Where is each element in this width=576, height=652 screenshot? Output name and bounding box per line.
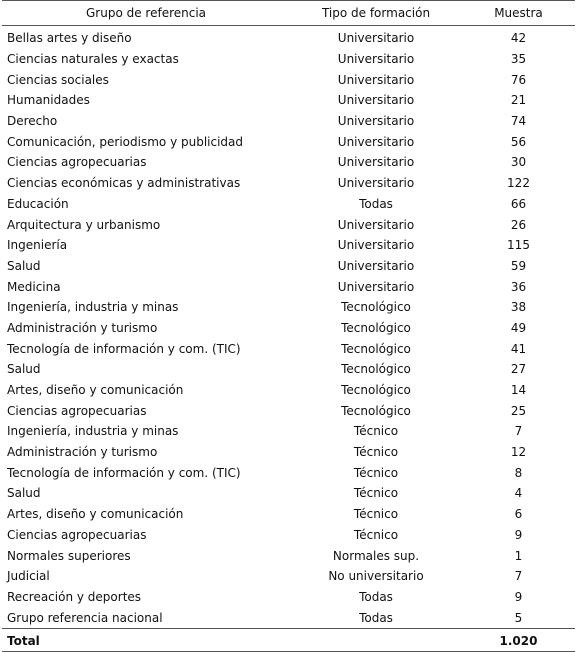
row-type: Todas xyxy=(359,610,393,625)
row-type: Técnico xyxy=(353,424,399,439)
table-row xyxy=(2,69,575,90)
table-row xyxy=(2,338,575,359)
row-type: Universitario xyxy=(337,217,415,232)
row-sample: 38 xyxy=(510,300,527,315)
row-group: Salud xyxy=(7,362,41,377)
row-sample: 21 xyxy=(510,93,527,108)
row-group: Educación xyxy=(7,196,69,211)
row-type: Universitario xyxy=(337,114,415,129)
table-row xyxy=(2,400,575,421)
row-group: Salud xyxy=(7,486,41,501)
table-header xyxy=(2,1,575,26)
row-sample: 59 xyxy=(510,258,527,273)
header-type: Tipo de formación xyxy=(290,1,462,26)
row-sample: 42 xyxy=(510,31,527,46)
row-type: Tecnológico xyxy=(341,300,411,315)
table-row xyxy=(2,194,575,215)
table-row xyxy=(2,607,575,628)
reference-groups-table xyxy=(2,0,575,652)
table-row xyxy=(2,545,575,566)
row-sample: 8 xyxy=(514,465,523,480)
table-row xyxy=(2,111,575,132)
row-type: Técnico xyxy=(353,445,399,460)
row-type: Universitario xyxy=(337,258,415,273)
header-sample: Muestra xyxy=(462,1,575,26)
row-sample: 1 xyxy=(514,548,523,563)
row-type: Tecnológico xyxy=(341,320,411,335)
row-sample: 122 xyxy=(507,176,530,191)
row-group: Bellas artes y diseño xyxy=(7,31,132,46)
row-group: Tecnología de información y com. (TIC) xyxy=(7,341,241,356)
row-group: Artes, diseño y comunicación xyxy=(7,383,184,398)
row-group: Recreación y deportes xyxy=(7,589,142,604)
row-type: No universitario xyxy=(328,569,424,584)
row-type: Universitario xyxy=(337,155,415,170)
table-row xyxy=(2,90,575,111)
row-sample: 12 xyxy=(510,445,527,460)
row-type: Técnico xyxy=(353,486,399,501)
table-row xyxy=(2,49,575,70)
table-row xyxy=(2,256,575,277)
row-group: Medicina xyxy=(7,279,61,294)
table-row xyxy=(2,359,575,380)
table-row xyxy=(2,462,575,483)
table-body xyxy=(2,26,575,629)
table-row xyxy=(2,504,575,525)
header-row xyxy=(2,1,575,26)
table-row xyxy=(2,276,575,297)
row-sample: 14 xyxy=(510,383,527,398)
row-sample: 7 xyxy=(514,424,523,439)
row-group: Derecho xyxy=(7,114,58,129)
table-row xyxy=(2,235,575,256)
row-type: Universitario xyxy=(337,238,415,253)
row-group: Judicial xyxy=(7,569,50,584)
row-type: Tecnológico xyxy=(341,362,411,377)
table-row xyxy=(2,483,575,504)
row-group: Ciencias sociales xyxy=(7,72,109,87)
row-group: Humanidades xyxy=(7,93,90,108)
row-group: Administración y turismo xyxy=(7,320,158,335)
row-group: Ingeniería, industria y minas xyxy=(7,424,179,439)
row-group: Administración y turismo xyxy=(7,445,158,460)
row-group: Ciencias naturales y exactas xyxy=(7,52,179,67)
row-group: Ingeniería, industria y minas xyxy=(7,300,179,315)
total-row xyxy=(2,628,575,651)
row-type: Universitario xyxy=(337,279,415,294)
row-sample: 35 xyxy=(510,52,527,67)
header-group: Grupo de referencia xyxy=(2,1,290,26)
row-type: Todas xyxy=(359,589,393,604)
row-group: Ciencias agropecuarias xyxy=(7,403,147,418)
row-type: Técnico xyxy=(353,527,399,542)
row-sample: 25 xyxy=(510,403,527,418)
row-sample: 36 xyxy=(510,279,527,294)
table-row xyxy=(2,442,575,463)
table-row xyxy=(2,173,575,194)
row-sample: 6 xyxy=(514,507,523,522)
row-group: Normales superiores xyxy=(7,548,131,563)
row-sample: 4 xyxy=(514,486,523,501)
table-row xyxy=(2,525,575,546)
total-empty xyxy=(290,628,462,651)
row-type: Universitario xyxy=(337,93,415,108)
row-sample: 5 xyxy=(514,610,523,625)
row-group: Salud xyxy=(7,258,41,273)
table-row xyxy=(2,380,575,401)
reference-groups-table-container xyxy=(2,0,575,652)
row-group: Tecnología de información y com. (TIC) xyxy=(7,465,241,480)
row-sample: 7 xyxy=(514,569,523,584)
row-type: Tecnológico xyxy=(341,383,411,398)
row-group: Grupo referencia nacional xyxy=(7,610,163,625)
row-sample: 66 xyxy=(510,196,527,211)
row-group: Artes, diseño y comunicación xyxy=(7,507,184,522)
row-sample: 115 xyxy=(507,238,530,253)
row-group: Comunicación, periodismo y publicidad xyxy=(7,134,244,149)
row-type: Universitario xyxy=(337,31,415,46)
row-sample: 49 xyxy=(510,320,527,335)
row-group: Ciencias económicas y administrativas xyxy=(7,176,241,191)
table-row xyxy=(2,131,575,152)
row-type: Tecnológico xyxy=(341,403,411,418)
table-row xyxy=(2,297,575,318)
total-value: 1.020 xyxy=(462,628,575,651)
row-type: Tecnológico xyxy=(341,341,411,356)
row-type: Técnico xyxy=(353,507,399,522)
row-type: Normales sup. xyxy=(332,548,420,563)
table-row xyxy=(2,421,575,442)
table-row xyxy=(2,26,575,49)
table-row xyxy=(2,214,575,235)
row-sample: 26 xyxy=(510,217,527,232)
row-group: Ingeniería xyxy=(7,238,68,253)
row-sample: 9 xyxy=(514,589,523,604)
table-row xyxy=(2,318,575,339)
row-type: Técnico xyxy=(353,465,399,480)
total-label: Total xyxy=(2,628,290,651)
row-group: Ciencias agropecuarias xyxy=(7,527,147,542)
row-sample: 30 xyxy=(510,155,527,170)
row-type: Universitario xyxy=(337,52,415,67)
row-sample: 56 xyxy=(510,134,527,149)
row-type: Universitario xyxy=(337,176,415,191)
row-group: Arquitectura y urbanismo xyxy=(7,217,161,232)
row-type: Universitario xyxy=(337,134,415,149)
table-row xyxy=(2,152,575,173)
row-sample: 9 xyxy=(514,527,523,542)
row-sample: 41 xyxy=(510,341,527,356)
row-type: Todas xyxy=(359,196,393,211)
row-sample: 76 xyxy=(510,72,527,87)
table-row xyxy=(2,566,575,587)
row-sample: 27 xyxy=(510,362,527,377)
table-row xyxy=(2,587,575,608)
row-type: Universitario xyxy=(337,72,415,87)
row-group: Ciencias agropecuarias xyxy=(7,155,147,170)
table-footer xyxy=(2,628,575,651)
row-sample: 74 xyxy=(510,114,527,129)
